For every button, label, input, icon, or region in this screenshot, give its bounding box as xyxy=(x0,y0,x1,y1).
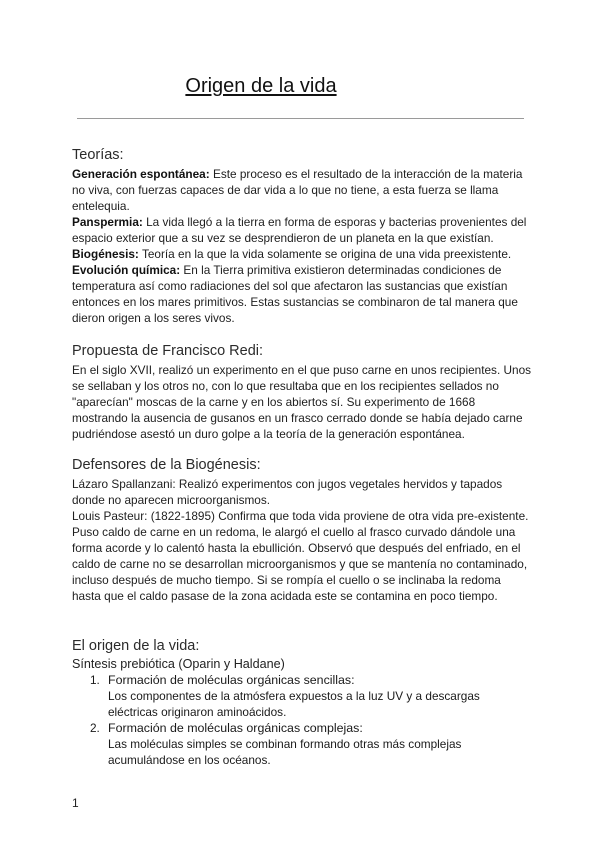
teoria-term: Evolución química: xyxy=(72,263,181,277)
section-redi xyxy=(72,343,532,442)
document-title: Origen de la vida xyxy=(185,75,337,97)
teoria-panspermia xyxy=(72,214,532,246)
teoria-term: Generación espontánea: xyxy=(72,167,210,181)
section-origen xyxy=(72,638,532,768)
teoria-term: Biogénesis: xyxy=(72,247,139,261)
step-detail: Las moléculas simples se combinan formando otras más complejas acumulándose en los océanos. xyxy=(108,737,462,767)
step-detail: Los componentes de la atmósfera expuestos a la luz UV y a descargas eléctricas originaron aminoácidos. xyxy=(108,689,480,719)
section-heading-redi: Propuesta de Francisco Redi: xyxy=(72,343,264,359)
teoria-biogenesis xyxy=(72,246,532,262)
step-lead: Formación de moléculas orgánicas sencillas: xyxy=(108,673,355,687)
page-number: 1 xyxy=(72,796,79,810)
teoria-term: Panspermia: xyxy=(72,215,143,229)
section-heading-teorias: Teorías: xyxy=(72,147,124,163)
list-item xyxy=(72,672,532,720)
teoria-text: En la Tierra primitiva existieron determinadas condiciones de temperatura así como radiaciones del sol que afectaron las sustancias que existían entonces en los mares primitivos. Estas sustancias se combinaron de tal manera que dieron origen a los seres vivos. xyxy=(72,263,518,325)
spallanzani-paragraph: Lázaro Spallanzani: Realizó experimentos con jugos vegetales hervidos y tapados donde no aparecen microorganismos. xyxy=(72,477,503,507)
teoria-generacion-espontanea xyxy=(72,166,532,214)
sintesis-prebiotica-subheading: Síntesis prebiótica (Oparin y Haldane) xyxy=(72,657,285,671)
teoria-text: La vida llegó a la tierra en forma de esporas y bacterias provenientes del espacio exterior que a su vez se desprendieron de un planeta en la que existían. xyxy=(72,215,527,245)
step-lead: Formación de moléculas orgánicas complejas: xyxy=(108,721,363,735)
title-divider xyxy=(77,118,524,119)
section-teorias xyxy=(72,147,532,326)
list-item xyxy=(72,720,532,768)
section-heading-origen: El origen de la vida: xyxy=(72,638,200,654)
redi-paragraph: En el siglo XVII, realizó un experimento en el que puso carne en unos recipientes. Unos se sellaban y los otros no, con lo que resultaba que en los recipientes sellados no "aparecían" moscas de la carne y en los abiertos sí. Su experimento de 1668 mostrando la ausencia de gusanos en un frasco cerrado donde se había dejado carne pudriéndose asestó un duro golpe a la teoría de la generación espontánea. xyxy=(72,363,532,441)
step-number: 2. xyxy=(90,721,100,735)
pasteur-paragraph: Louis Pasteur: (1822-1895) Confirma que toda vida proviene de otra vida pre-existente. Puso caldo de carne en un redoma, le alargó el cuello al frasco curvado dándole una forma acorde y lo calentó hasta la ebullición. Observó que después del enfriado, en el caldo de carne no se desarrollan microorganismos y que se mantenía no contaminado, incluso después de mucho tiempo. Si se rompía el cuello o se inclinaba la redoma hasta que el caldo pasase de la zona acidada este se contamina en poco tiempo. xyxy=(72,509,529,603)
teoria-text: Este proceso es el resultado de la interacción de la materia no viva, con fuerzas capaces de dar vida a lo que no tiene, a esta fuerza se llama entelequia. xyxy=(72,167,523,213)
origen-steps-list xyxy=(72,672,532,768)
section-defensores xyxy=(72,457,532,604)
step-number: 1. xyxy=(90,673,100,687)
teoria-text: Teoría en la que la vida solamente se origina de una vida preexistente. xyxy=(138,247,512,261)
teoria-evolucion-quimica xyxy=(72,262,532,326)
section-heading-defensores: Defensores de la Biogénesis: xyxy=(72,457,261,473)
